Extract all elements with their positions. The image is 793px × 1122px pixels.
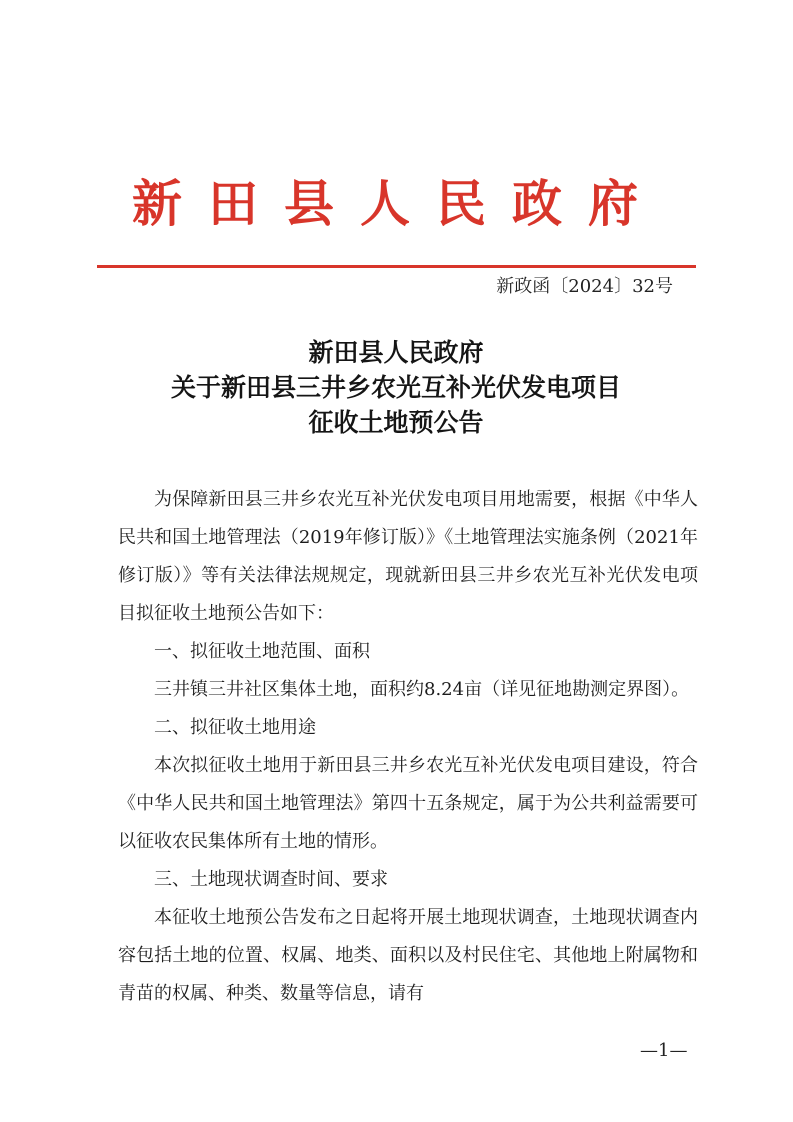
document-title-line-1: 新田县人民政府 xyxy=(308,338,484,367)
masthead-title: 新田县人民政府 xyxy=(132,175,664,233)
section-1-heading: 一、拟征收土地范围、面积 xyxy=(154,641,370,662)
section-2-paragraph: 本次拟征收土地用于新田县三井乡农光互补光伏发电项目建设，符合《中华人民共和国土地管理法》第四十五条规定，属于为公共利益需要可以征收农民集体所有土地的情形。 xyxy=(118,755,698,852)
intro-paragraph: 为保障新田县三井乡农光互补光伏发电项目用地需要，根据《中华人民共和国土地管理法（2019年修订版）》《土地管理法实施条例（2021年修订版）》等有关法律法规规定，现就新田县三井乡农光互补光伏发电项目拟征收土地预公告如下： xyxy=(118,489,698,624)
masthead-divider xyxy=(97,265,696,268)
section-3-heading: 三、土地现状调查时间、要求 xyxy=(154,869,388,890)
section-2-heading: 二、拟征收土地用途 xyxy=(154,717,316,738)
section-1-paragraph: 三井镇三井社区集体土地，面积约8.24亩（详见征地勘测定界图）。 xyxy=(154,679,690,700)
section-3-paragraph: 本征收土地预公告发布之日起将开展土地现状调查，土地现状调查内容包括土地的位置、权属、地类、面积以及村民住宅、其他地上附属物和青苗的权属、种类、数量等信息，请有 xyxy=(118,907,698,1004)
document-title-line-3: 征收土地预公告 xyxy=(308,408,484,437)
document-body xyxy=(118,481,698,1013)
document-number: 新政函〔2024〕32号 xyxy=(496,276,673,297)
page-number: —1— xyxy=(640,1040,688,1061)
document-title-line-2: 关于新田县三井乡农光互补光伏发电项目 xyxy=(170,373,621,402)
